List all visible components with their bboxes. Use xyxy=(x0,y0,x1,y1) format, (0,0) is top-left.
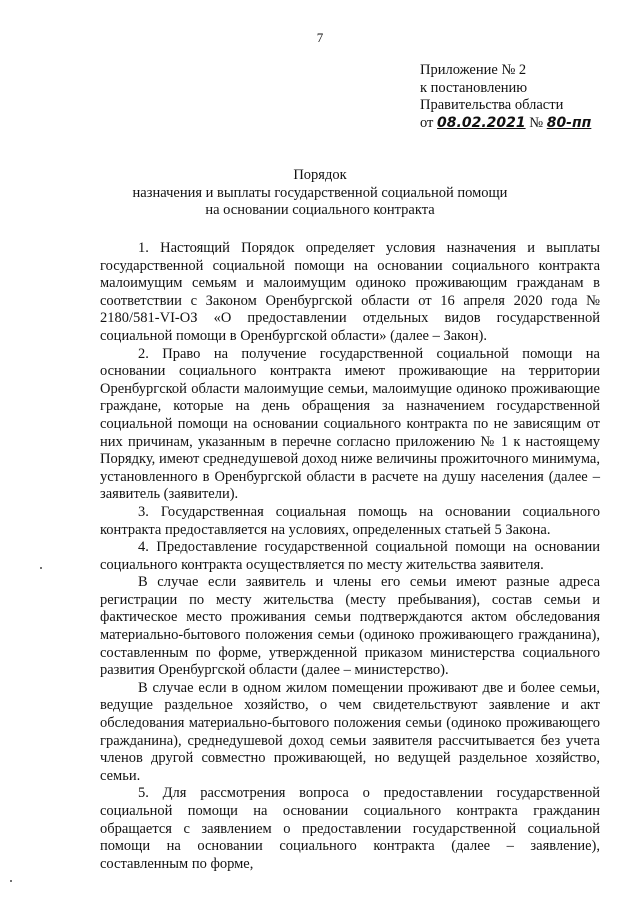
paragraph-7: 5. Для рассмотрения вопроса о предоставлении государственной социальной помощи на основании социального контракта гражданин обращается с заявлением о предоставлении государственной социальной помощи на основании социального контракта (далее – заявление), составленным по форме, xyxy=(100,785,600,872)
paragraph-1: 1. Настоящий Порядок определяет условия назначения и выплаты государственной социальной помощи на основании социального контракта малоимущим семьям и малоимущим одиноко проживающим гражданам в соответствии с Законом Оренбургской области от 16 апреля 2020 года № 2180/581-VI-ОЗ «О предоставлении отдельных видов государственной социальной помощи в Оренбургской области» (далее – Закон). xyxy=(100,240,600,344)
appendix-line-3: Правительства области xyxy=(420,97,564,113)
handwritten-date: 08.02.2021 xyxy=(437,114,526,131)
appendix-line-1: Приложение № 2 xyxy=(420,62,527,78)
number-label: № xyxy=(529,114,544,131)
title-line-3: на основании социального контракта xyxy=(205,202,435,218)
page-number: 7 xyxy=(316,30,324,45)
scan-speck xyxy=(40,567,42,569)
scan-speck xyxy=(10,880,12,882)
title-line-1: Порядок xyxy=(293,167,347,183)
paragraph-5: В случае если заявитель и члены его семьи имеют разные адреса регистрации по месту жительства (месту пребывания), состав семьи и фактическое место проживания семьи подтверждаются актом обследования материально-бытового положения семьи (одиноко проживающего гражданина), составленным по форме, утвержденной приказом министерства социального развития Оренбургской области (далее – министерство). xyxy=(100,574,600,679)
document-title xyxy=(0,167,640,220)
document-body xyxy=(100,240,600,873)
title-line-2: назначения и выплаты государственной социальной помощи xyxy=(132,184,508,201)
paragraph-4: 4. Предоставление государственной социальной помощи на основании социального контракта осуществляется по месту жительства заявителя. xyxy=(100,539,600,573)
appendix-header xyxy=(420,62,591,132)
paragraph-2: 2. Право на получение государственной социальной помощи на основании социального контракта имеют проживающие на территории Оренбургской области малоимущие семьи, малоимущие одиноко проживающие граждане, которые на день обращения за назначением государственной социальной помощи на основании социального контракта по не зависящим от них причинам, указанным в перечне согласно приложению № 1 к настоящему Порядку, имеют среднедушевой доход ниже величины прожиточного минимума, установленного в Оренбургской области в расчете на душу населения (далее – заявитель (заявители). xyxy=(100,345,600,503)
appendix-date-line xyxy=(420,115,591,133)
appendix-line-2: к постановлению xyxy=(420,79,528,96)
from-label: от xyxy=(420,114,434,131)
paragraph-6: В случае если в одном жилом помещении проживают две и более семьи, ведущие раздельное хозяйство, о чем свидетельствуют заявление и акт обследования материально-бытового положения семьи (одиноко проживающего гражданина), среднедушевой доход семьи заявителя рассчитывается без учета членов другой совместно проживающей, но ведущей раздельное хозяйство, семьи. xyxy=(100,679,600,784)
paragraph-3: 3. Государственная социальная помощь на основании социального контракта предоставляется на условиях, определенных статьей 5 Закона. xyxy=(100,503,600,538)
handwritten-number: 80-пп xyxy=(546,114,592,131)
